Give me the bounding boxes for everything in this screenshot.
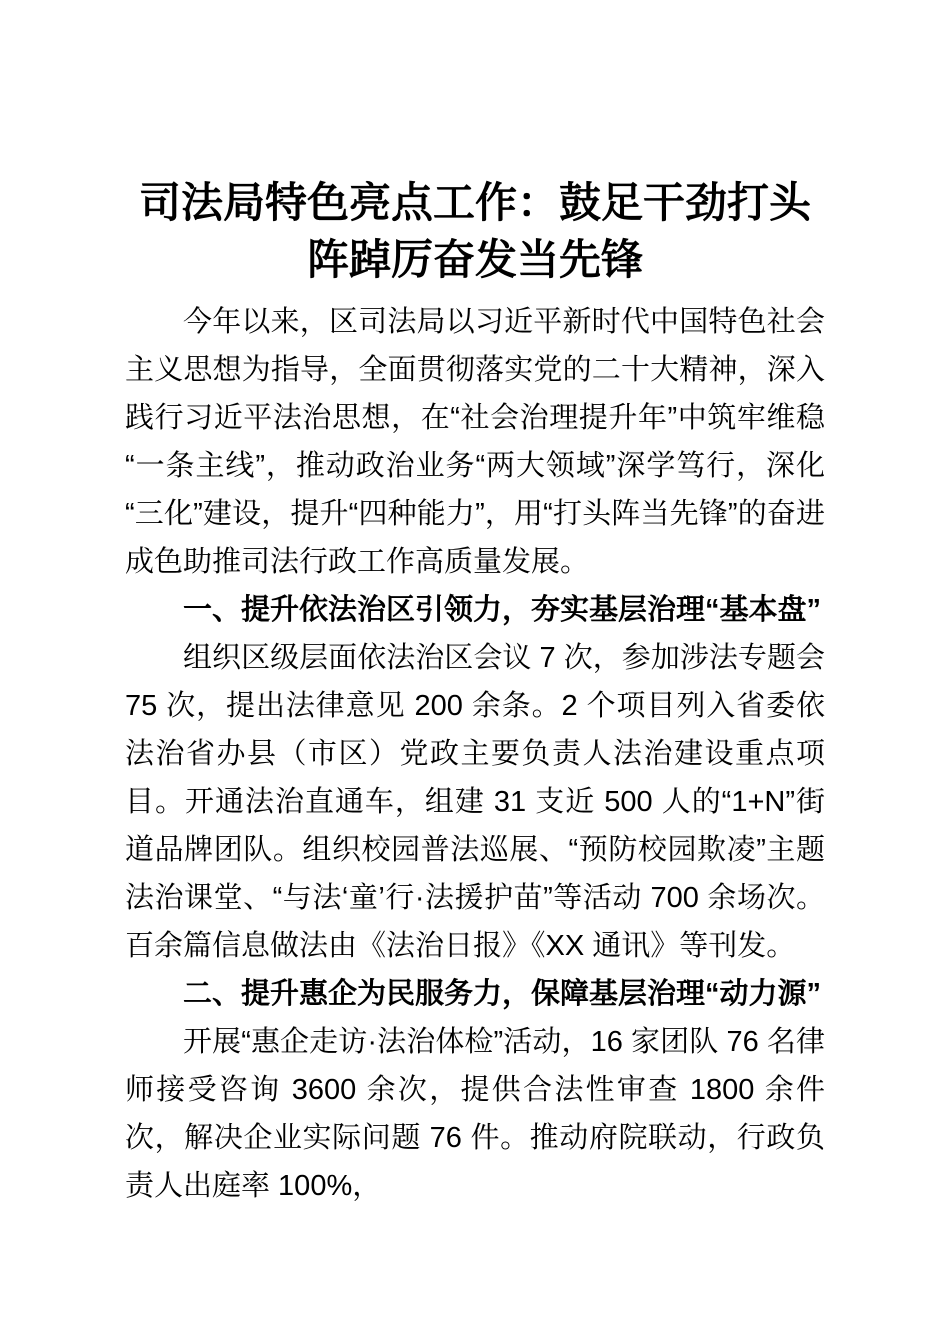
document-title: 司法局特色亮点工作：鼓足干劲打头阵踔厉奋发当先锋 [138,181,811,284]
paragraph-section-1: 组织区级层面依法治区会议 7 次，参加涉法专题会 75 次，提出法律意见 200 余条。2 个项目列入省委依法治省办县（市区）党政主要负责人法治建设重点项目。开通法治直通车，组建 31 支近 500 人的“1+N”街道品牌团队。组织校园普法巡展、“预防校园欺凌”主题法治课堂、“与法‘童’行·法援护苗”等活动 700 余场次。百余篇信息做法由《法治日报》《XX 通讯》等刊发。 [125,642,825,962]
paragraph-intro: 今年以来，区司法局以习近平新时代中国特色社会主义思想为指导，全面贯彻落实党的二十大精神，深入践行习近平法治思想，在“社会治理提升年”中筑牢维稳“一条主线”，推动政治业务“两大领域”深学笃行，深化“三化”建设，提升“四种能力”，用“打头阵当先锋”的奋进成色助推司法行政工作高质量发展。 [125,306,825,578]
section-heading-2: 二、提升惠企为民服务力，保障基层治理“动力源” [183,978,822,1010]
section-heading-1: 一、提升依法治区引领力，夯实基层治理“基本盘” [183,594,822,626]
paragraph-section-2: 开展“惠企走访·法治体检”活动，16 家团队 76 名律师接受咨询 3600 余次，提供合法性审查 1800 余件次，解决企业实际问题 76 件。推动府院联动，行政负责人出庭率 100%， [125,1026,825,1202]
document-page [125,0,825,1210]
